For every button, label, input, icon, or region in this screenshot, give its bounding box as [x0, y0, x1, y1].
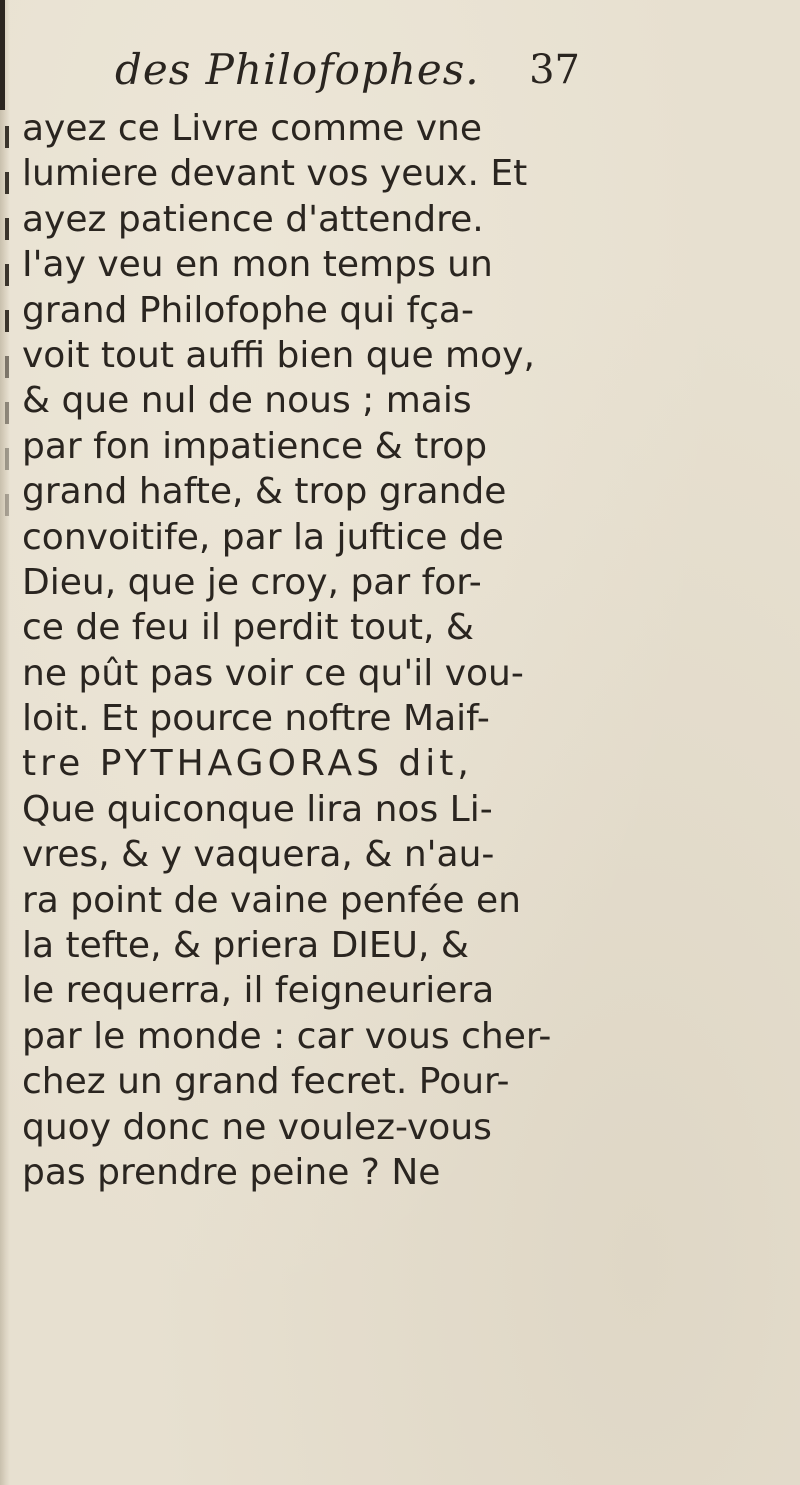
- text-line: ayez ce Livre comme vne: [22, 108, 483, 149]
- text-line: par le monde : car vous cher-: [22, 1015, 552, 1057]
- text-line: pas prendre peine ? Ne: [22, 1151, 441, 1193]
- running-title: des Philofophes.: [115, 45, 480, 94]
- text-line: voit tout auffi bien que moy,: [22, 334, 535, 376]
- text-line: ra point de vaine penfée en: [22, 879, 521, 921]
- text-line: Que quiconque lira nos Li-: [22, 788, 493, 830]
- text-line: convoitife, par la juftice de: [22, 516, 504, 558]
- text-line: grand hafte, & trop grande: [22, 471, 507, 513]
- binding-shadow: [0, 0, 5, 110]
- text-line: vres, & y vaquera, & n'au-: [22, 834, 495, 876]
- text-line: la tefte, & priera DIEU, &: [22, 925, 469, 967]
- text-line: Dieu, que je croy, par for-: [22, 561, 482, 603]
- text-line: grand Philofophe qui fça-: [22, 289, 474, 331]
- text-line: ayez patience d'attendre.: [22, 198, 484, 240]
- text-line: quoy donc ne voulez-vous: [22, 1106, 492, 1148]
- text-line: I'ay veu en mon temps un: [22, 244, 493, 286]
- text-line: chez un grand fecret. Pour-: [22, 1061, 510, 1103]
- text-line: & que nul de nous ; mais: [22, 380, 472, 422]
- text-line: loit. Et pource noftre Maif-: [22, 698, 490, 740]
- text-line: le requerra, il feigneuriera: [22, 970, 495, 1012]
- text-line: lumiere devant vos yeux. Et: [22, 153, 528, 195]
- text-line: ne pût pas voir ce qu'il vou-: [22, 652, 524, 694]
- gutter-marks: [5, 110, 11, 710]
- text-line: ce de feu il perdit tout, &: [22, 607, 474, 649]
- text-line: tre PYTHAGORAS dit,: [22, 743, 473, 785]
- text-line: par fon impatience & trop: [22, 425, 488, 467]
- page-number: 37: [529, 47, 580, 93]
- page-header: [115, 40, 580, 110]
- body-text: [22, 106, 592, 1195]
